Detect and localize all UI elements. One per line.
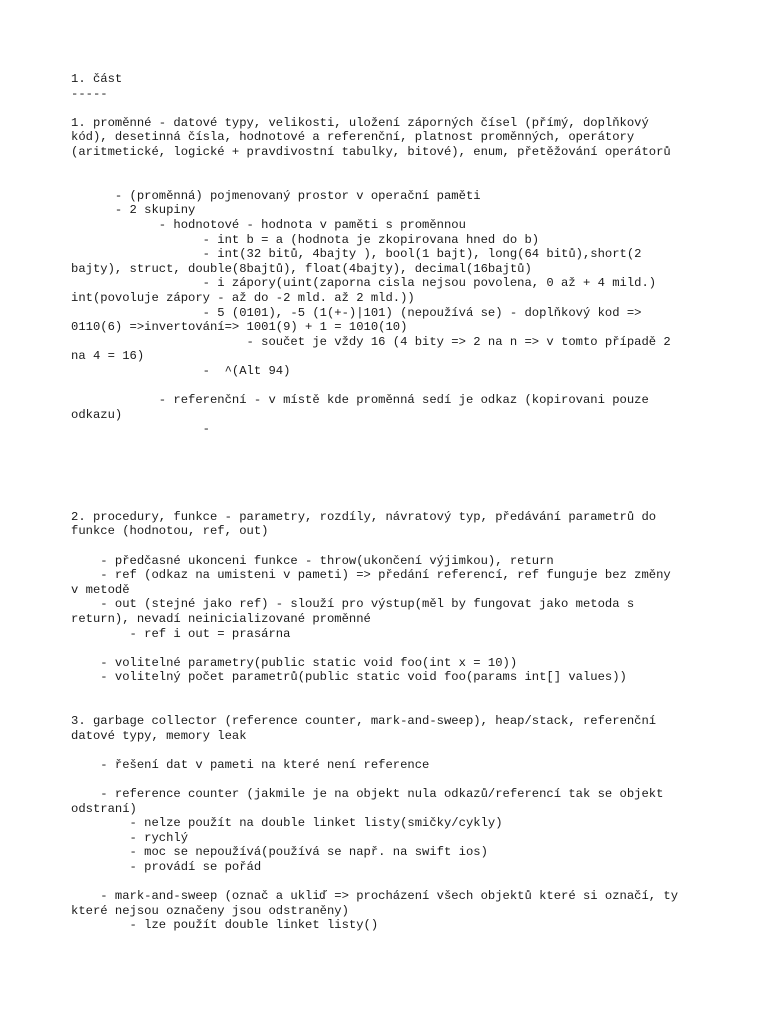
blank-line	[71, 773, 701, 788]
text-line: - ^(Alt 94)	[71, 363, 291, 378]
text-line: 1. proměnné - datové typy, velikosti, uložení záporných čísel (přímý, doplňkový	[71, 115, 649, 130]
blank-line	[71, 160, 701, 175]
text-line: - ref i out = prasárna	[71, 626, 291, 641]
text-line: - mark-and-sweep (označ a ukliď => procházení všech objektů které si označí, ty	[71, 889, 679, 904]
text-line: - řešení dat v pameti na které není reference	[71, 757, 430, 772]
text-line: - hodnotové - hodnota v paměti s proměnnou	[71, 217, 466, 232]
text-line: - ref (odkaz na umisteni v pameti) => předání referencí, ref funguje bez změny	[71, 568, 671, 583]
text-line: bajty), struct, double(8bajtů), float(4bajty), decimal(16bajtů)	[71, 261, 532, 276]
text-line: - volitelný počet parametrů(public static void foo(params int[] values))	[71, 670, 627, 685]
text-line: kód), desetinná čísla, hodnotové a referenční, platnost proměnných, operátory	[71, 130, 635, 145]
text-line: - volitelné parametry(public static void foo(int x = 10))	[71, 655, 518, 670]
text-line: - předčasné ukonceni funkce - throw(ukončení výjimkou), return	[71, 553, 554, 568]
blank-line	[71, 466, 701, 481]
document-text	[71, 72, 701, 933]
text-line: (aritmetické, logické + pravdivostní tabulky, bitové), enum, přetěžování operátorů	[71, 144, 671, 159]
text-line: - 5 (0101), -5 (1(+-)|101) (nepoužívá se) - doplňkový kod =>	[71, 305, 642, 320]
text-line: - moc se nepoužívá(používá se např. na swift ios)	[71, 845, 488, 860]
text-line: - i zápory(uint(zaporna cisla nejsou povolena, 0 až + 4 mild.)	[71, 276, 657, 291]
text-line: - provádí se pořád	[71, 860, 262, 875]
blank-line	[71, 685, 701, 700]
text-line: - rychlý	[71, 830, 189, 845]
text-line: odkazu)	[71, 407, 123, 422]
blank-line	[71, 641, 701, 656]
text-line: - out (stejné jako ref) - slouží pro výstup(měl by fungovat jako metoda s	[71, 597, 635, 612]
text-line: 1. část	[71, 72, 123, 86]
text-line: 0110(6) =>invertování=> 1001(9) + 1 = 1010(10)	[71, 320, 408, 335]
text-line: 2. procedury, funkce - parametry, rozdíly, návratový typ, předávání parametrů do	[71, 509, 657, 524]
blank-line	[71, 174, 701, 189]
blank-line	[71, 743, 701, 758]
text-line: - lze použít double linket listy()	[71, 918, 379, 933]
text-line: -	[71, 422, 210, 437]
text-line: které nejsou označeny jsou odstraněny)	[71, 903, 349, 918]
text-line: -----	[71, 86, 108, 101]
text-line: - nelze použít na double linket listy(smičky/cykly)	[71, 816, 503, 831]
text-line: funkce (hodnotou, ref, out)	[71, 524, 269, 539]
blank-line	[71, 437, 701, 452]
text-line: - referenční - v místě kde proměnná sedí je odkaz (kopirovani pouze	[71, 393, 649, 408]
blank-line	[71, 101, 701, 116]
blank-line	[71, 539, 701, 554]
blank-line	[71, 495, 701, 510]
text-line: int(povoluje zápory - až do -2 mld. až 2 mld.))	[71, 290, 415, 305]
text-line: - 2 skupiny	[71, 203, 196, 218]
blank-line	[71, 451, 701, 466]
text-line: 3. garbage collector (reference counter, mark-and-sweep), heap/stack, referenční	[71, 714, 657, 729]
blank-line	[71, 481, 701, 496]
text-line: v metodě	[71, 582, 130, 597]
text-line: - reference counter (jakmile je na objekt nula odkazů/referencí tak se objekt	[71, 787, 664, 802]
text-line: na 4 = 16)	[71, 349, 145, 364]
text-line: - součet je vždy 16 (4 bity => 2 na n => v tomto případě 2	[71, 334, 671, 349]
text-line: return), nevadí neinicializované proměnné	[71, 611, 371, 626]
text-line: odstraní)	[71, 801, 137, 816]
blank-line	[71, 378, 701, 393]
text-line: - int b = a (hodnota je zkopirovana hned do b)	[71, 232, 540, 247]
text-line: - (proměnná) pojmenovaný prostor v operační paměti	[71, 188, 481, 203]
text-line: - int(32 bitů, 4bajty ), bool(1 bajt), long(64 bitů),short(2	[71, 247, 642, 262]
blank-line	[71, 875, 701, 890]
blank-line	[71, 700, 701, 715]
text-line: datové typy, memory leak	[71, 728, 247, 743]
